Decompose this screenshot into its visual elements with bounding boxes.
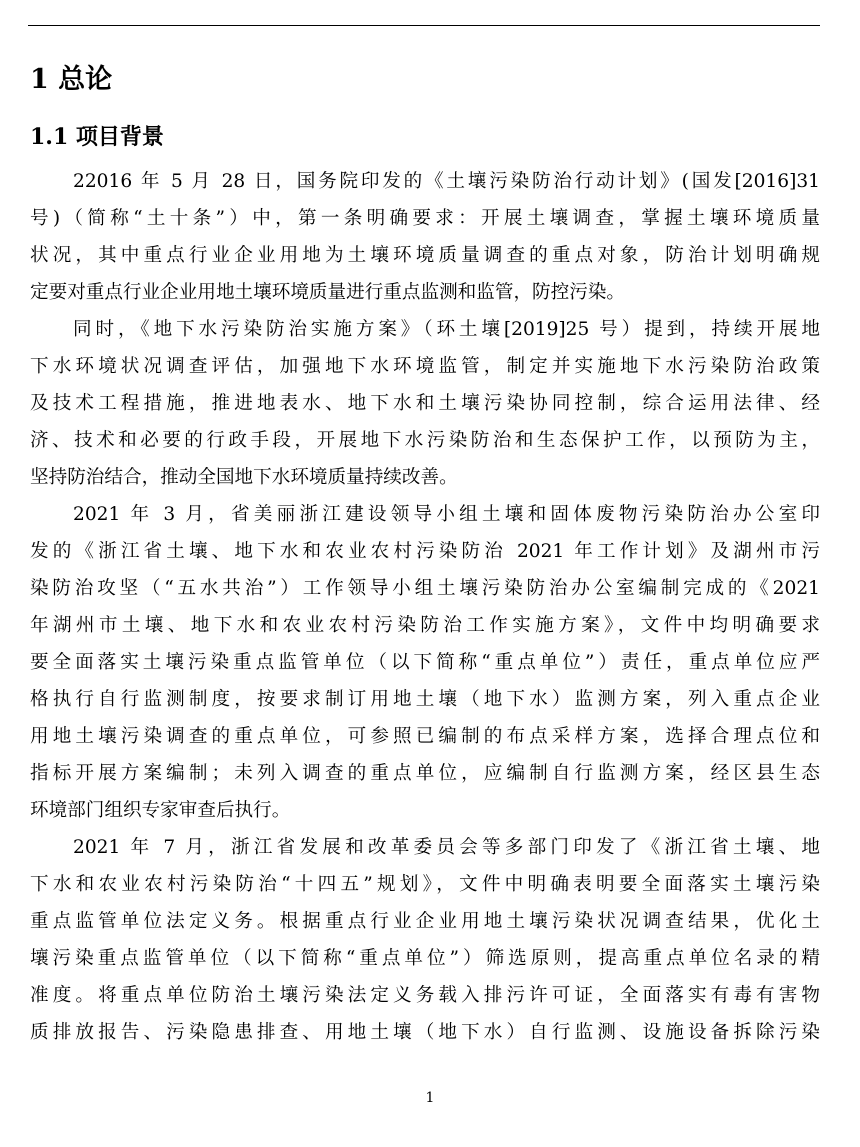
text-line: 22016 年 5 月 28 日，国务院印发的《土壤污染防治行动计划》(国发[2016]31 (73, 171, 820, 192)
text-line: 同时，《地下水污染防治实施方案》（环土壤[2019]25 号）提到，持续开展地 (73, 319, 820, 340)
text-line: 号)（简称“土十条”）中，第一条明确要求：开展土壤调查，掌握土壤环境质量 (30, 208, 820, 229)
text-line: 发的《浙江省土壤、地下水和农业农村污染防治 2021 年工作计划》及湖州市污 (30, 541, 820, 562)
page-number: 1 (425, 1090, 435, 1106)
text-line: 重点监管单位法定义务。根据重点行业企业用地土壤污染状况调查结果，优化土 (30, 911, 820, 932)
text-line: 质排放报告、污染隐患排查、用地土壤（地下水）自行监测、设施设备拆除污染 (30, 1022, 820, 1043)
text-line: 环境部门组织专家审查后执行。 (30, 800, 291, 821)
text-line: 准度。将重点单位防治土壤污染法定义务载入排污许可证，全面落实有毒有害物 (30, 985, 820, 1006)
text-line: 坚持防治结合，推动全国地下水环境质量持续改善。 (30, 467, 458, 488)
header-rule (28, 25, 820, 26)
text-line: 指标开展方案编制；未列入调查的重点单位，应编制自行监测方案，经区县生态 (30, 763, 820, 784)
section-heading: 1.1 项目背景 (30, 124, 164, 150)
text-line: 年湖州市土壤、地下水和农业农村污染防治工作实施方案》，文件中均明确要求 (30, 615, 820, 636)
text-line: 壤污染重点监管单位（以下简称“重点单位”）筛选原则，提高重点单位名录的精 (30, 948, 820, 969)
text-line: 济、技术和必要的行政手段，开展地下水污染防治和生态保护工作，以预防为主， (30, 430, 820, 451)
text-line: 定要对重点行业企业用地土壤环境质量进行重点监测和监管，防控污染。 (30, 282, 626, 303)
text-line: 格执行自行监测制度，按要求制订用地土壤（地下水）监测方案，列入重点企业 (30, 689, 820, 710)
text-line: 用地土壤污染调查的重点单位，可参照已编制的布点采样方案，选择合理点位和 (30, 726, 820, 747)
text-line: 下水环境状况调查评估，加强地下水环境监管，制定并实施地下水污染防治政策 (30, 356, 820, 377)
text-line: 及技术工程措施，推进地表水、地下水和土壤污染协同控制，综合运用法律、经 (30, 393, 820, 414)
text-line: 染防治攻坚（“五水共治”）工作领导小组土壤污染防治办公室编制完成的《2021 (30, 578, 820, 599)
text-line: 2021 年 3 月，省美丽浙江建设领导小组土壤和固体废物污染防治办公室印 (73, 504, 820, 525)
text-line: 2021 年 7 月，浙江省发展和改革委员会等多部门印发了《浙江省土壤、地 (73, 837, 820, 858)
text-line: 下水和农业农村污染防治“十四五”规划》，文件中明确表明要全面落实土壤污染 (30, 874, 820, 895)
chapter-heading: 1 总论 (30, 64, 113, 95)
text-line: 状况，其中重点行业企业用地为土壤环境质量调查的重点对象，防治计划明确规 (30, 245, 820, 266)
text-line: 要全面落实土壤污染重点监管单位（以下简称“重点单位”）责任，重点单位应严 (30, 652, 820, 673)
